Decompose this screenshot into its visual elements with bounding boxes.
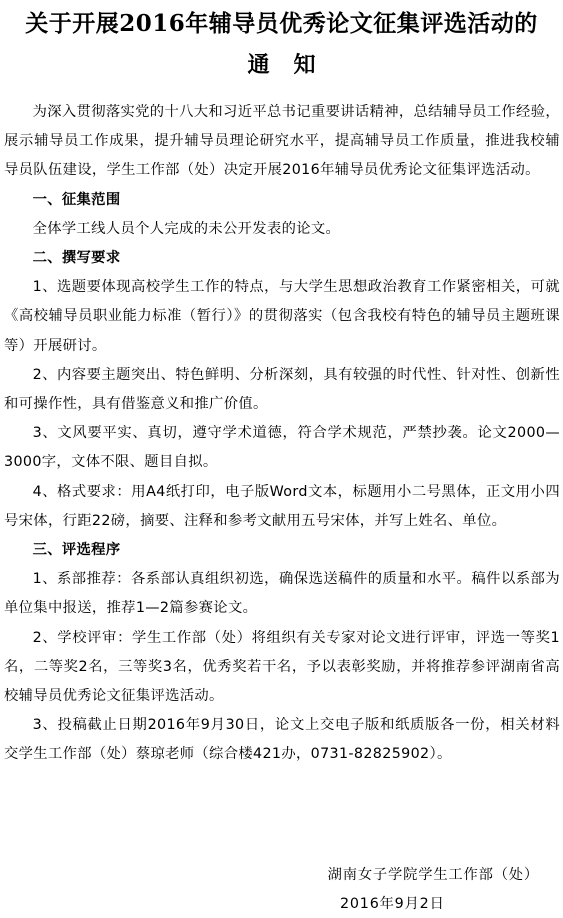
requirement-paragraph-4: 4、格式要求：用A4纸打印，电子版Word文本，标题用小二号黑体，正文用小四号宋体，行距22磅，摘要、注释和参考文献用五号宋体，并写上姓名、单位。 [4,483,560,529]
requirement-paragraph-1: 1、选题要体现高校学生工作的特点，与大学生思想政治教育工作紧密相关，可就《高校辅导员职业能力标准（暂行）》的贯彻落实（包含我校有特色的辅导员主题班课等）开展研讨。 [4,279,560,354]
intro-paragraph: 为深入贯彻落实党的十八大和习近平总书记重要讲话精神，总结辅导员工作经验，展示辅导员工作成果，提升辅导员理论研究水平，提高辅导员工作质量，推进我校辅导员队伍建设，学生工作部（处）决定开展2016年辅导员优秀论文征集评选活动。 [4,104,560,179]
signature-organization: 湖南女子学院学生工作部（处） [327,867,539,883]
requirement-paragraph-2: 2、内容要主题突出、特色鲜明、分析深刻，具有较强的时代性、针对性、创新性和可操作性，具有借鉴意义和推广价值。 [4,366,560,413]
section-heading-procedure: 三、评选程序 [32,542,121,559]
section-heading-scope: 一、征集范围 [32,191,121,208]
document-body [4,98,560,770]
procedure-paragraph-1: 1、系部推荐：各系部认真组织初选，确保选送稿件的质量和水平。稿件以系部为单位集中报送，推荐1—2篇参赛论文。 [4,571,560,617]
procedure-paragraph-3: 3、投稿截止日期2016年9月30日，论文上交电子版和纸质版各一份，相关材料交学生工作部（处）蔡琼老师（综合楼421办，0731-82825902）。 [4,717,560,763]
procedure-paragraph-2: 2、学校评审：学生工作部（处）将组织有关专家对论文进行评审，评选一等奖1名，二等奖2名，三等奖3名，优秀奖若干名，予以表彰奖励，并将推荐参评湖南省高校辅导员优秀论文征集评选活动。 [4,629,560,705]
document-title-notice: 通知 [247,52,340,78]
signature-date: 2016年9月2日 [340,896,445,912]
section-heading-requirements: 二、撰写要求 [32,250,121,267]
document-title: 关于开展2016年辅导员优秀论文征集评选活动的 [25,10,538,37]
requirement-paragraph-3: 3、文风要平实、真切，遵守学术道德，符合学术规范，严禁抄袭。论文2000—3000字，文体不限、题目自拟。 [4,425,560,471]
scope-paragraph: 全体学工线人员个人完成的未公开发表的论文。 [32,220,341,237]
